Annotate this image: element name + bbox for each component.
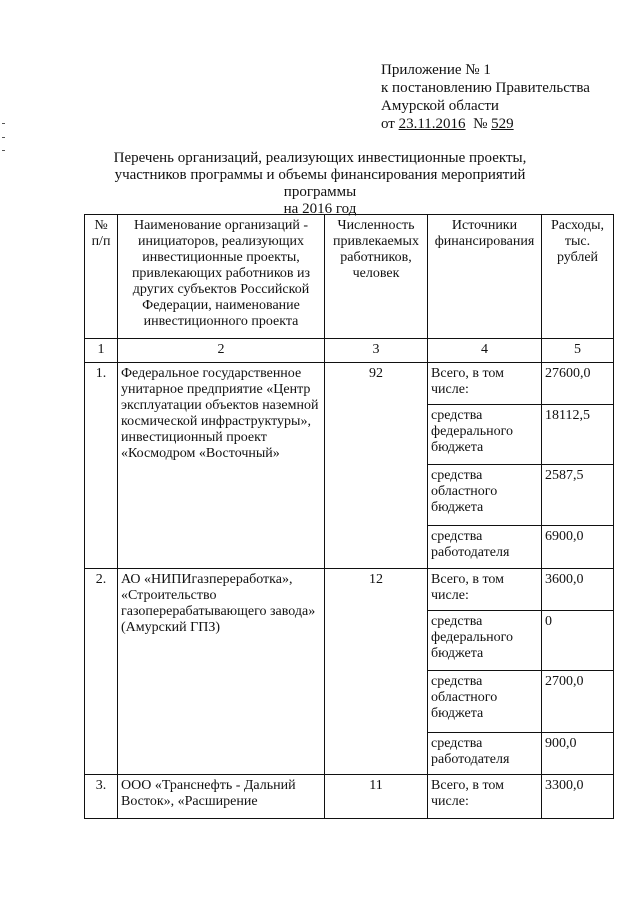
- row-number: 2.: [85, 569, 118, 775]
- scan-margin-mark: [2, 150, 5, 151]
- scan-margin-mark: [2, 137, 5, 138]
- heading-line-3: на 2016 год: [283, 201, 357, 217]
- funding-source: средства федерального бюджета: [428, 405, 542, 465]
- header-cell: Наименование организаций - инициаторов, реализующих инвестиционные проекты, привлекающих работников из других субъектов Российской Федерации, наименование инвестиционного проекта: [118, 215, 325, 339]
- appendix-title: Приложение № 1: [381, 62, 491, 78]
- resolution-number: 529: [491, 116, 514, 132]
- row-number: 1.: [85, 363, 118, 569]
- table-row: [85, 569, 614, 611]
- heading-line-1: Перечень организаций, реализующих инвестиционные проекты,: [113, 150, 527, 166]
- workers-count: 11: [325, 775, 428, 819]
- organization-name: ООО «Транснефть - Дальний Восток», «Расширение: [118, 775, 325, 819]
- funding-source: средства областного бюджета: [428, 671, 542, 733]
- funding-amount: 2587,5: [542, 465, 614, 526]
- funding-amount: 2700,0: [542, 671, 614, 733]
- column-number: 1: [85, 339, 118, 363]
- column-number-row: [85, 339, 614, 363]
- appendix-line-region: Амурской области: [381, 98, 499, 114]
- header-cell: Источники финансирования: [428, 215, 542, 339]
- header-cell: Численность привлекаемых работников, человек: [325, 215, 428, 339]
- document-heading: [80, 150, 560, 218]
- appendix-line-resolution: к постановлению Правительства: [381, 80, 590, 96]
- resolution-date: 23.11.2016: [398, 116, 466, 132]
- funding-amount: 0: [542, 611, 614, 671]
- appendix-date-line: [381, 115, 590, 133]
- funding-source: средства работодателя: [428, 733, 542, 775]
- funding-source: средства областного бюджета: [428, 465, 542, 526]
- organization-name: Федеральное государственное унитарное предприятие «Центр эксплуатации объектов наземной космической инфраструктуры», инвестиционный проект «Космодром «Восточный»: [118, 363, 325, 569]
- funding-source: Всего, в том числе:: [428, 363, 542, 405]
- funding-amount: 27600,0: [542, 363, 614, 405]
- workers-count: 92: [325, 363, 428, 569]
- column-number: 2: [118, 339, 325, 363]
- organization-name: АО «НИПИгазпереработка», «Строительство газоперерабатывающего завода» (Амурский ГПЗ): [118, 569, 325, 775]
- funding-amount: 3300,0: [542, 775, 614, 819]
- funding-source: средства федерального бюджета: [428, 611, 542, 671]
- column-number: 5: [542, 339, 614, 363]
- workers-count: 12: [325, 569, 428, 775]
- header-cell: № п/п: [85, 215, 118, 339]
- table-row: [85, 775, 614, 819]
- header-cell: Расходы, тыс. рублей: [542, 215, 614, 339]
- heading-line-2: участников программы и объемы финансирования мероприятий программы: [114, 167, 526, 200]
- column-number: 3: [325, 339, 428, 363]
- table-row: [85, 363, 614, 405]
- number-prefix: №: [473, 116, 488, 132]
- date-prefix: от: [381, 116, 395, 132]
- column-number: 4: [428, 339, 542, 363]
- funding-source: Всего, в том числе:: [428, 775, 542, 819]
- funding-source: Всего, в том числе:: [428, 569, 542, 611]
- organizations-table: [84, 214, 614, 819]
- header-row: [85, 215, 614, 339]
- funding-source: средства работодателя: [428, 526, 542, 569]
- scan-margin-mark: [2, 123, 5, 124]
- funding-amount: 900,0: [542, 733, 614, 775]
- row-number: 3.: [85, 775, 118, 819]
- appendix-block: [381, 61, 590, 133]
- funding-amount: 6900,0: [542, 526, 614, 569]
- funding-amount: 3600,0: [542, 569, 614, 611]
- funding-amount: 18112,5: [542, 405, 614, 465]
